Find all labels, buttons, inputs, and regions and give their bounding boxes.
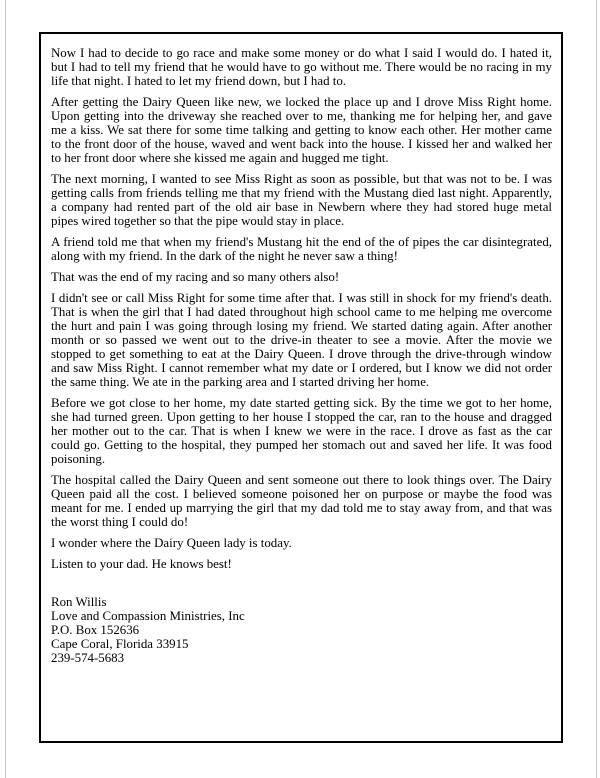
letter-page (39, 32, 563, 743)
page-background (5, 0, 597, 778)
letter-paragraph: Listen to your dad. He knows best! (51, 557, 232, 571)
signature-name: Ron Willis (51, 595, 107, 609)
letter-paragraph: I didn't see or call Miss Right for some time after that. I was still in shock for my friend's death. That is when the girl that I had dated throughout high school came to me helping me overcome the hurt and pain I was going through losing my friend. We started dating again. After another month or so passed we went out to the drive-in theater to see a movie. After the movie we stopped to get something to eat at the Dairy Queen. I drove through the drive-through window and saw Miss Right. I cannot remember what my date or I ordered, but I know we did not order the same thing. We ate in the parking area and I started driving her home. (51, 291, 552, 389)
signature-phone: 239-574-5683 (51, 651, 125, 665)
letter-paragraph: That was the end of my racing and so many others also! (51, 270, 340, 284)
letter-paragraph: A friend told me that when my friend's Mustang hit the end of the of pipes the car disintegrated, along with my friend. In the dark of the night he never saw a thing! (51, 235, 552, 263)
letter-paragraph: The next morning, I wanted to see Miss Right as soon as possible, but that was not to be. I was getting calls from friends telling me that my friend with the Mustang died last night. Apparently, a company had rented part of the old air base in Newbern where they had stored huge metal pipes wired together so that the pipe would stay in place. (51, 172, 552, 228)
letter-paragraph: After getting the Dairy Queen like new, we locked the place up and I drove Miss Right home. Upon getting into the driveway she reached over to me, thanking me for helping her, and gave me a kiss. We sat there for some time talking and getting to know each other. Her mother came to the front door of the house, waved and went back into the house. I kissed her and walked her to her front door where she kissed me again and hugged me tight. (51, 95, 552, 165)
letter-paragraph: Before we got close to her home, my date started getting sick. By the time we got to her home, she had turned green. Upon getting to her house I stopped the car, ran to the house and dragged her mother out to the car. That is when I knew we were in the race. I drove as fast as the car could go. Getting to the hospital, they pumped her stomach out and saved her life. It was food poisoning. (51, 396, 552, 466)
signature-block (51, 595, 552, 665)
signature-po-box: P.O. Box 152636 (51, 623, 140, 637)
letter-paragraph: The hospital called the Dairy Queen and sent someone out there to look things over. The Dairy Queen paid all the cost. I believed someone poisoned her on purpose or maybe the food was meant for me. I ended up marrying the girl that my dad told me to stay away from, and that was the worst thing I could do! (51, 473, 552, 529)
letter-paragraph: Now I had to decide to go race and make some money or do what I said I would do. I hated it, but I had to tell my friend that he would have to go without me. There would be no racing in my life that night. I hated to let my friend down, but I had to. (51, 46, 552, 88)
signature-organization: Love and Compassion Ministries, Inc (51, 609, 245, 623)
letter-paragraph: I wonder where the Dairy Queen lady is today. (51, 536, 292, 550)
signature-city: Cape Coral, Florida 33915 (51, 637, 189, 651)
